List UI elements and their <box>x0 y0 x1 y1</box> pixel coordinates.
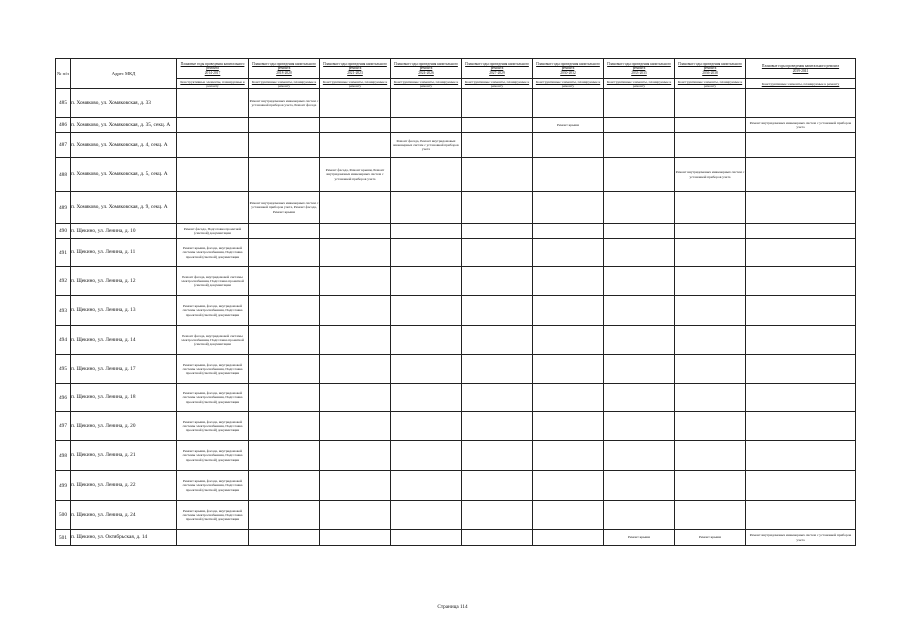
row-number: 491 <box>56 239 71 267</box>
table-row <box>56 267 856 296</box>
repair-work-cell: Ремонт крыши, фасада, внутридомовой системы электроснабжения, Подготовка проектной (сметной) документации <box>177 384 249 412</box>
repair-work-cell <box>533 89 604 118</box>
repair-work-cell <box>675 441 746 471</box>
table-row <box>56 530 856 546</box>
repair-work-cell <box>391 355 462 384</box>
repair-work-cell <box>320 89 391 118</box>
repair-work-cell: Ремонт крыши, фасада, внутридомовой системы электроснабжения, Подготовка проектной (сметной) документации <box>177 296 249 326</box>
repair-work-cell <box>604 355 675 384</box>
row-address: п. Щекино, ул. Ленина, д. 14 <box>71 326 177 355</box>
period-label: Плановые годы проведения капитального ремонта <box>607 62 671 71</box>
repair-work-cell <box>604 192 675 224</box>
row-address: п. Щекино, ул. Ленина, д. 22 <box>71 471 177 501</box>
table-row <box>56 412 856 441</box>
repair-work-cell: Ремонт крыши, фасада, внутридомовой системы электроснабжения, Подготовка проектной (сметной) документации <box>177 239 249 267</box>
repair-work-cell <box>604 158 675 192</box>
repair-work-cell <box>533 471 604 501</box>
repair-work-cell <box>604 267 675 296</box>
repair-work-cell <box>533 326 604 355</box>
row-number: 499 <box>56 471 71 501</box>
repair-work-cell <box>533 530 604 546</box>
repair-work-cell <box>746 192 856 224</box>
table-row <box>56 158 856 192</box>
repair-work-cell <box>462 471 533 501</box>
row-address: п. Щекино, ул. Ленина, д. 11 <box>71 239 177 267</box>
repair-work-cell: Ремонт фасада, Ремонт крыши, Ремонт внутридомовых инженерных систем с установкой приборов учета <box>320 158 391 192</box>
repair-work-cell <box>533 441 604 471</box>
repair-work-cell <box>746 355 856 384</box>
repair-work-cell <box>604 501 675 530</box>
repair-work-cell <box>533 501 604 530</box>
period-years: 2014-2017 <box>204 70 221 75</box>
repair-work-cell <box>533 267 604 296</box>
table-row <box>56 224 856 239</box>
col-header-address: Адрес МКД <box>71 59 177 89</box>
repair-work-cell <box>177 89 249 118</box>
repair-work-cell <box>320 384 391 412</box>
repair-work-cell <box>249 296 320 326</box>
repair-work-cell <box>746 267 856 296</box>
repair-work-cell <box>675 326 746 355</box>
col-header-elements: Конструктивные элементы, планируемые к ремонту <box>746 79 856 89</box>
repair-work-cell <box>249 355 320 384</box>
col-header-elements: Конструктивные элементы, планируемые к ремонту <box>320 79 391 89</box>
repair-work-cell <box>249 412 320 441</box>
table-row <box>56 296 856 326</box>
period-years: 2027-2029 <box>489 70 505 75</box>
row-number: 485 <box>56 89 71 118</box>
col-header-period <box>533 59 604 79</box>
repair-work-cell <box>533 192 604 224</box>
row-address: п. Хомяково, ул. Хомяковская, д. 4, секц. А <box>71 133 177 158</box>
repair-work-cell: Ремонт внутридомовых инженерных систем с установкой приборов учета, Ремонт фасада <box>249 89 320 118</box>
repair-work-cell: Ремонт фасада, внутридомовой системы электроснабжения, Подготовка проектной (сметной) документации <box>177 267 249 296</box>
repair-work-cell <box>249 224 320 239</box>
repair-work-cell <box>675 501 746 530</box>
page-number: Страница 114 <box>437 604 468 610</box>
row-number: 492 <box>56 267 71 296</box>
repair-work-cell <box>746 89 856 118</box>
repair-work-cell <box>533 158 604 192</box>
repair-work-cell <box>391 296 462 326</box>
col-header-period <box>462 59 533 79</box>
repair-work-cell: Ремонт крыши <box>533 118 604 133</box>
repair-work-cell: Ремонт внутридомовых инженерных систем с установкой приборов учета <box>675 158 746 192</box>
repair-work-cell <box>604 133 675 158</box>
repair-work-cell <box>177 530 249 546</box>
table-row <box>56 192 856 224</box>
repair-work-cell: Ремонт фасада, Ремонт внутридомовых инженерных систем с установкой приборов учета <box>391 133 462 158</box>
col-header-period <box>675 59 746 79</box>
row-address: п. Щекино, ул. Ленина, д. 24 <box>71 501 177 530</box>
row-number: 490 <box>56 224 71 239</box>
repair-work-cell <box>533 224 604 239</box>
repair-work-cell <box>604 296 675 326</box>
repair-work-cell <box>533 355 604 384</box>
repair-work-cell <box>675 133 746 158</box>
row-number: 486 <box>56 118 71 133</box>
row-address: п. Хомяково, ул. Хомяковская, д. 35, секц. А <box>71 118 177 133</box>
col-header-elements: Конструктивные элементы, планируемые к ремонту <box>533 79 604 89</box>
repair-work-cell: Ремонт внутридомовых инженерных систем с установкой приборов учета, Ремонт фасада, Ремонт крыши <box>249 192 320 224</box>
repair-work-cell <box>177 158 249 192</box>
repair-work-cell <box>462 326 533 355</box>
table-row <box>56 441 856 471</box>
col-header-elements: Конструктивные элементы, планируемые к ремонту <box>462 79 533 89</box>
row-number: 494 <box>56 326 71 355</box>
row-address: п. Щекино, ул. Ленина, д. 17 <box>71 355 177 384</box>
repair-work-cell <box>320 296 391 326</box>
repair-work-cell <box>249 239 320 267</box>
repair-work-cell <box>746 133 856 158</box>
repair-work-cell <box>462 267 533 296</box>
repair-work-cell <box>746 326 856 355</box>
repair-work-cell <box>391 471 462 501</box>
col-header-elements: Конструктивные элементы, планируемые к ремонту <box>177 79 249 89</box>
period-label: Плановые годы проведения капитального ремонта <box>323 62 387 71</box>
period-years: 2033-2035 <box>631 70 647 75</box>
col-header-period <box>391 59 462 79</box>
table-row <box>56 326 856 355</box>
repair-work-cell <box>320 267 391 296</box>
repair-work-cell <box>391 224 462 239</box>
repair-work-cell <box>177 118 249 133</box>
repair-work-cell <box>177 133 249 158</box>
row-number: 498 <box>56 441 71 471</box>
repair-work-cell <box>462 441 533 471</box>
period-years: 2036-2038 <box>702 70 718 75</box>
repair-work-cell <box>675 267 746 296</box>
table-row <box>56 89 856 118</box>
row-address: п. Хомяково, ул. Хомяковская, д. 5, секц. А <box>71 158 177 192</box>
repair-work-cell <box>675 192 746 224</box>
repair-work-cell <box>249 441 320 471</box>
repair-work-cell <box>675 118 746 133</box>
repair-work-cell <box>462 355 533 384</box>
repair-work-cell <box>320 224 391 239</box>
repair-work-cell <box>391 441 462 471</box>
row-number: 496 <box>56 384 71 412</box>
repair-work-cell <box>604 239 675 267</box>
period-label: Плановые годы проведения капитального ремонта <box>536 62 600 71</box>
repair-work-cell <box>462 158 533 192</box>
repair-work-cell: Ремонт фасада, внутридомовой системы электроснабжения, Подготовка проектной (сметной) документации <box>177 326 249 355</box>
repair-work-cell <box>746 384 856 412</box>
repair-work-cell: Ремонт крыши, фасада, внутридомовой системы электроснабжения, Подготовка проектной (сметной) документации <box>177 355 249 384</box>
repair-work-cell: Ремонт крыши, фасада, внутридомовой системы электроснабжения, Подготовка проектной (сметной) документации <box>177 471 249 501</box>
repair-work-cell <box>320 441 391 471</box>
col-header-elements: Конструктивные элементы, планируемые к ремонту <box>675 79 746 89</box>
col-header-period <box>604 59 675 79</box>
repair-work-cell <box>320 326 391 355</box>
table-row <box>56 239 856 267</box>
repair-work-cell <box>462 239 533 267</box>
repair-work-cell <box>249 267 320 296</box>
repair-work-cell <box>604 224 675 239</box>
repair-work-cell <box>391 118 462 133</box>
col-header-period <box>746 59 856 79</box>
repair-work-cell <box>391 192 462 224</box>
repair-work-cell <box>462 133 533 158</box>
repair-work-cell <box>675 89 746 118</box>
repair-work-cell: Ремонт внутридомовых инженерных систем с установкой приборов учета <box>746 118 856 133</box>
period-years: 2024-2026 <box>418 70 434 75</box>
repair-work-cell <box>391 384 462 412</box>
repair-work-cell <box>604 441 675 471</box>
repair-work-cell <box>391 239 462 267</box>
row-number: 488 <box>56 158 71 192</box>
row-address: п. Щекино, ул. Ленина, д. 21 <box>71 441 177 471</box>
row-number: 497 <box>56 412 71 441</box>
row-address: п. Хомяково, ул. Хомяковская, д. 33 <box>71 89 177 118</box>
repair-work-cell <box>462 224 533 239</box>
repair-work-cell <box>391 267 462 296</box>
repair-work-cell <box>675 224 746 239</box>
row-number: 493 <box>56 296 71 326</box>
period-label: Плановые годы проведения капитального ремонта <box>252 62 316 71</box>
row-address: п. Щекино, ул. Ленина, д. 20 <box>71 412 177 441</box>
repair-work-cell <box>462 384 533 412</box>
header-period-row <box>56 59 856 79</box>
repair-work-cell <box>462 296 533 326</box>
period-label: Плановые годы проведения капитального ремонта <box>394 62 458 71</box>
col-header-period <box>249 59 320 79</box>
row-number: 487 <box>56 133 71 158</box>
repair-work-cell <box>249 326 320 355</box>
repair-work-cell <box>533 296 604 326</box>
period-label: Плановые годы проведения капитального ремонта <box>761 64 840 69</box>
repair-work-cell <box>604 326 675 355</box>
repair-work-cell <box>320 118 391 133</box>
repair-work-cell <box>604 384 675 412</box>
period-years: 2018-2020 <box>276 70 292 75</box>
repair-work-cell <box>391 158 462 192</box>
row-address: п. Щекино, ул. Ленина, д. 13 <box>71 296 177 326</box>
repair-work-cell <box>746 441 856 471</box>
table-body <box>56 89 856 546</box>
repair-work-cell <box>177 192 249 224</box>
repair-work-cell <box>320 239 391 267</box>
repair-schedule-table <box>55 58 856 546</box>
repair-work-cell <box>675 412 746 441</box>
repair-work-cell <box>249 530 320 546</box>
repair-work-cell <box>675 355 746 384</box>
repair-work-cell: Ремонт крыши <box>675 530 746 546</box>
repair-work-cell <box>746 224 856 239</box>
period-label: Плановые годы проведения капитального ремонта <box>678 62 742 71</box>
repair-work-cell <box>746 158 856 192</box>
repair-work-cell <box>391 89 462 118</box>
repair-work-cell <box>391 326 462 355</box>
col-header-elements: Конструктивные элементы, планируемые к ремонту <box>604 79 675 89</box>
period-years: 2030-2032 <box>560 70 576 75</box>
repair-work-cell <box>533 412 604 441</box>
table-row <box>56 133 856 158</box>
repair-work-cell <box>462 118 533 133</box>
repair-work-cell <box>746 501 856 530</box>
repair-work-cell <box>746 412 856 441</box>
repair-work-cell <box>675 296 746 326</box>
col-header-period <box>320 59 391 79</box>
repair-work-cell <box>249 471 320 501</box>
repair-work-cell <box>533 239 604 267</box>
repair-work-cell: Ремонт фасада, Подготовка проектной (сметной) документации <box>177 224 249 239</box>
repair-work-cell <box>462 530 533 546</box>
repair-work-cell <box>249 133 320 158</box>
period-years: 2039-2041 <box>792 68 809 73</box>
table-row <box>56 471 856 501</box>
repair-work-cell <box>462 89 533 118</box>
repair-work-cell <box>391 412 462 441</box>
repair-work-cell <box>462 412 533 441</box>
repair-work-cell <box>249 384 320 412</box>
col-header-elements: Конструктивные элементы, планируемые к ремонту <box>249 79 320 89</box>
row-number: 500 <box>56 501 71 530</box>
period-label: Плановые годы проведения капитального ремонта <box>180 62 245 71</box>
repair-work-cell <box>320 501 391 530</box>
repair-work-cell <box>746 296 856 326</box>
row-address: п. Щекино, ул. Ленина, д. 12 <box>71 267 177 296</box>
repair-work-cell <box>604 89 675 118</box>
repair-work-cell <box>249 118 320 133</box>
row-number: 495 <box>56 355 71 384</box>
repair-work-cell <box>391 501 462 530</box>
repair-work-cell <box>320 133 391 158</box>
repair-work-cell: Ремонт внутридомовых инженерных систем с установкой приборов учета <box>746 530 856 546</box>
table-row <box>56 118 856 133</box>
repair-work-cell <box>675 471 746 501</box>
repair-work-cell: Ремонт крыши, фасада, внутридомовой системы электроснабжения, Подготовка проектной (сметной) документации <box>177 412 249 441</box>
repair-work-cell <box>746 239 856 267</box>
repair-work-cell <box>320 471 391 501</box>
repair-work-cell <box>533 384 604 412</box>
repair-work-cell <box>604 412 675 441</box>
repair-work-cell: Ремонт крыши <box>604 530 675 546</box>
row-address: п. Хомяково, ул. Хомяковская, д. 9, секц. А <box>71 192 177 224</box>
repair-work-cell <box>462 501 533 530</box>
col-header-elements: Конструктивные элементы, планируемые к ремонту <box>391 79 462 89</box>
repair-work-cell <box>462 192 533 224</box>
repair-work-cell: Ремонт крыши, фасада, внутридомовой системы электроснабжения, Подготовка проектной (сметной) документации <box>177 441 249 471</box>
row-number: 501 <box>56 530 71 546</box>
table-row <box>56 355 856 384</box>
table-row <box>56 384 856 412</box>
period-label: Плановые годы проведения капитального ремонта <box>465 62 529 71</box>
repair-work-cell <box>675 384 746 412</box>
row-address: п. Щекино, ул. Ленина, д. 10 <box>71 224 177 239</box>
repair-work-cell <box>746 471 856 501</box>
repair-work-cell <box>320 412 391 441</box>
repair-work-cell <box>249 158 320 192</box>
repair-work-cell <box>604 471 675 501</box>
period-years: 2021-2023 <box>347 70 363 75</box>
repair-work-cell <box>533 133 604 158</box>
repair-work-cell <box>604 118 675 133</box>
row-address: п. Щекино, ул. Октябрьская, д. 14 <box>71 530 177 546</box>
row-number: 489 <box>56 192 71 224</box>
row-address: п. Щекино, ул. Ленина, д. 18 <box>71 384 177 412</box>
table-row <box>56 501 856 530</box>
repair-work-cell <box>320 355 391 384</box>
col-header-num: № п/п <box>56 59 71 89</box>
repair-work-cell <box>249 501 320 530</box>
repair-work-cell <box>675 239 746 267</box>
col-header-period <box>177 59 249 79</box>
repair-work-cell <box>391 530 462 546</box>
repair-work-cell: Ремонт крыши, фасада, внутридомовой системы электроснабжения, Подготовка проектной (сметной) документации <box>177 501 249 530</box>
repair-work-cell <box>320 530 391 546</box>
repair-work-cell <box>320 192 391 224</box>
